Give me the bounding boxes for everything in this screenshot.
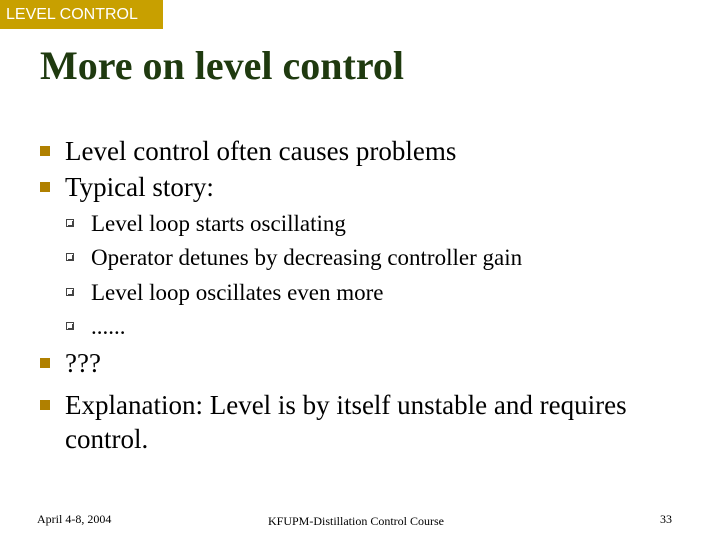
sub-bullet-text: Level loop oscillates even more	[91, 280, 384, 305]
bullet-text: Typical story:	[65, 172, 214, 202]
sub-bullet-text: Operator detunes by decreasing controller gain	[91, 245, 523, 270]
filled-square-icon	[40, 182, 50, 192]
hollow-square-icon	[66, 253, 74, 261]
filled-square-icon	[40, 358, 50, 368]
hollow-square-icon	[66, 219, 74, 227]
bullet-text: Explanation: Level is by itself unstable and requires	[65, 390, 627, 420]
hollow-square-icon	[66, 288, 74, 296]
bullet-text: ???	[65, 348, 101, 378]
bullet-text: Level control often causes problems	[65, 136, 457, 166]
footer-page-number: 33	[660, 512, 672, 526]
filled-square-icon	[40, 146, 50, 156]
sub-bullet-text: ......	[91, 314, 126, 339]
footer-course: KFUPM-Distillation Control Course	[268, 514, 445, 528]
section-tag: LEVEL CONTROL	[0, 0, 163, 29]
footer-date: April 4-8, 2004	[37, 512, 112, 526]
bullet-text: control.	[65, 424, 149, 454]
filled-square-icon	[40, 400, 50, 410]
hollow-square-icon	[66, 322, 74, 330]
slide-title: More on level control	[40, 43, 404, 88]
sub-bullet-text: Level loop starts oscillating	[91, 211, 346, 236]
